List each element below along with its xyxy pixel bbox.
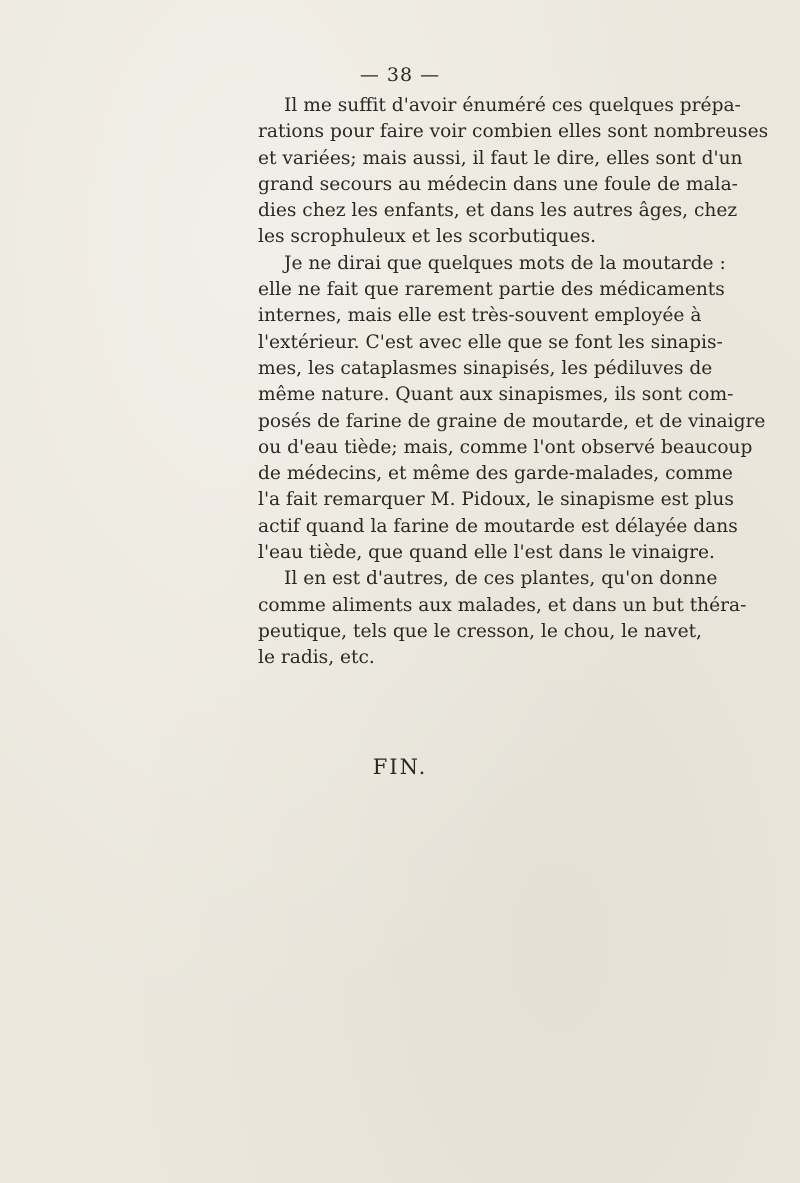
paragraph-line: l'eau tiède, que quand elle l'est dans le vinaigre. — [258, 542, 715, 564]
paragraph-line: de médecins, et même des garde-malades, comme — [258, 463, 733, 485]
paragraph-line: grand secours au médecin dans une foule de mala- — [258, 173, 738, 195]
paragraph-line: Je ne dirai que quelques mots de la moutarde : — [284, 252, 726, 274]
body-text — [258, 93, 769, 672]
paragraph-line: l'a fait remarquer M. Pidoux, le sinapisme est plus — [258, 489, 734, 511]
paragraph-line: et variées; mais aussi, il faut le dire, elles sont d'un — [258, 147, 743, 169]
paragraph-line: elle ne fait que rarement partie des médicaments — [258, 279, 725, 301]
paragraph-line: Il en est d'autres, de ces plantes, qu'on donne — [284, 568, 718, 590]
end-mark: FIN. — [372, 755, 428, 779]
paragraph-line: comme aliments aux malades, et dans un but théra- — [258, 594, 747, 616]
paragraph-line: le radis, etc. — [258, 647, 375, 669]
paragraph-line: internes, mais elle est très-souvent employée à — [258, 305, 702, 327]
page-number: — 38 — — [359, 64, 441, 86]
paragraph-line: ou d'eau tiède; mais, comme l'ont observé beaucoup — [258, 436, 753, 458]
paragraph-line: même nature. Quant aux sinapismes, ils sont com- — [258, 384, 734, 406]
paragraph-line: peutique, tels que le cresson, le chou, le navet, — [258, 620, 702, 642]
paragraph-line: mes, les cataplasmes sinapisés, les pédiluves de — [258, 357, 713, 379]
paragraph-line: rations pour faire voir combien elles sont nombreuses — [258, 121, 769, 143]
paragraph-line: Il me suffit d'avoir énuméré ces quelques prépa- — [284, 95, 741, 116]
paragraph-line: actif quand la farine de moutarde est délayée dans — [258, 515, 738, 537]
paragraph-line: dies chez les enfants, et dans les autres âges, chez — [258, 200, 738, 222]
paragraph-line: posés de farine de graine de moutarde, et de vinaigre — [258, 410, 766, 432]
paragraph-line: les scrophuleux et les scorbutiques. — [258, 226, 597, 248]
paragraph-line: l'extérieur. C'est avec elle que se font les sinapis- — [258, 331, 723, 353]
